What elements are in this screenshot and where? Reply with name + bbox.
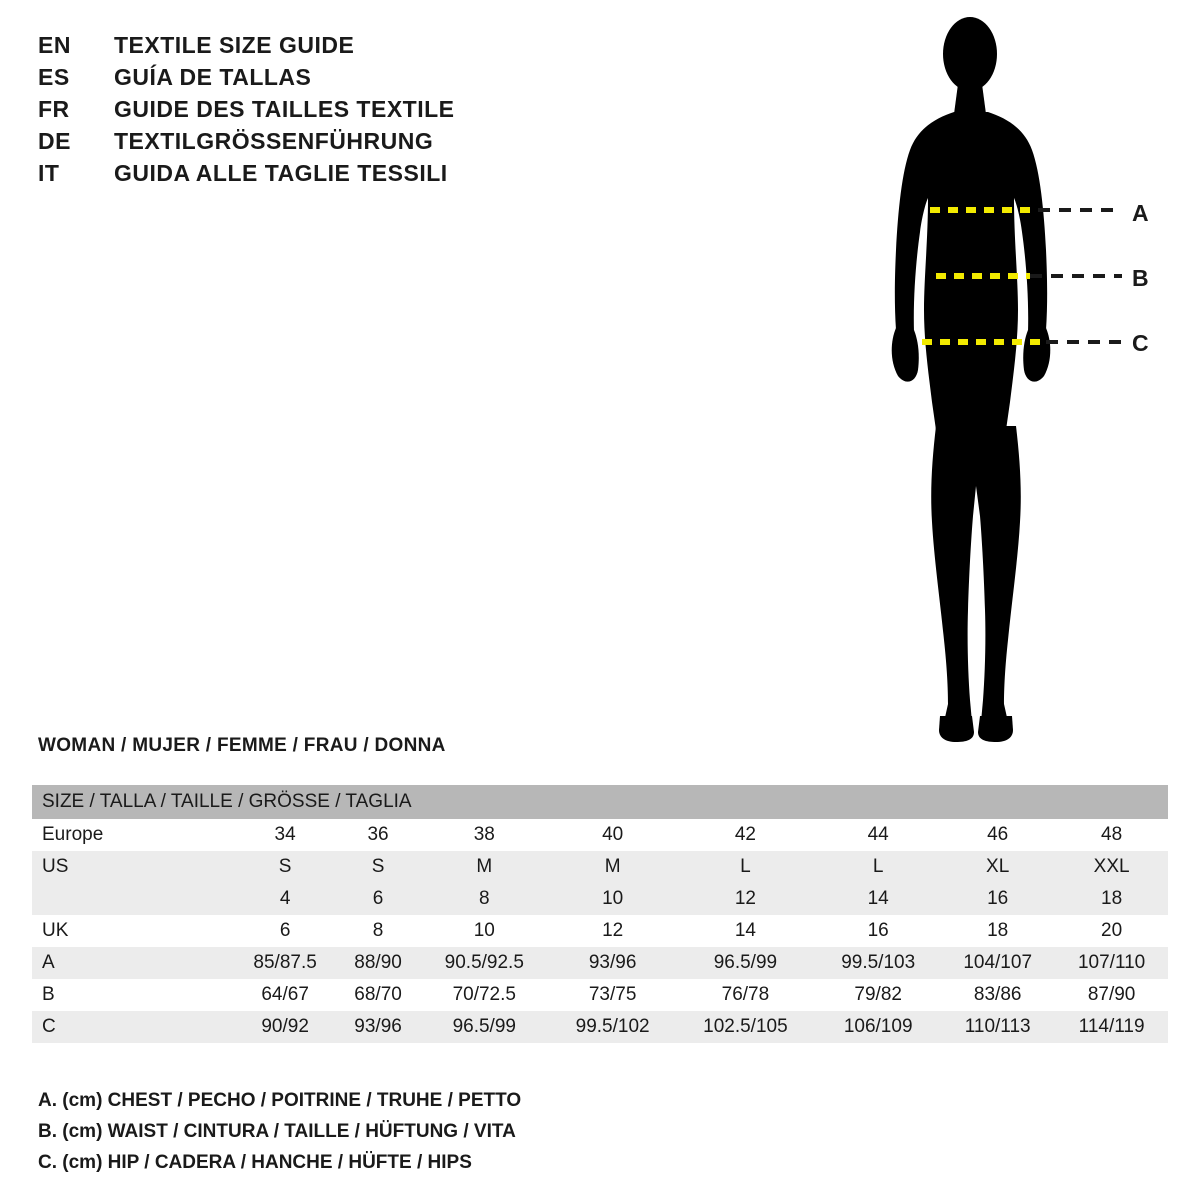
- table-cell: 79/82: [816, 979, 940, 1011]
- table-header-row: [32, 785, 1168, 819]
- table-cell: 44: [816, 819, 940, 851]
- table-cell: 90.5/92.5: [418, 947, 551, 979]
- table-cell: 87/90: [1055, 979, 1168, 1011]
- table-cell: 38: [418, 819, 551, 851]
- table-cell: 114/119: [1055, 1011, 1168, 1043]
- table-cell: 102.5/105: [675, 1011, 817, 1043]
- table-row: [32, 915, 1168, 947]
- female-silhouette-icon: [840, 10, 1190, 750]
- table-cell: 16: [940, 883, 1055, 915]
- table-cell: 12: [551, 915, 675, 947]
- table-cell: 20: [1055, 915, 1168, 947]
- table-row: [32, 979, 1168, 1011]
- legend-item-c: C. (cm) HIP / CADERA / HANCHE / HÜFTE / HIPS: [38, 1152, 472, 1173]
- row-label: B: [32, 979, 232, 1011]
- table-cell: 107/110: [1055, 947, 1168, 979]
- table-cell: 8: [418, 883, 551, 915]
- language-row: [38, 160, 658, 192]
- table-row: [32, 1011, 1168, 1043]
- table-cell: 18: [1055, 883, 1168, 915]
- table-cell: 110/113: [940, 1011, 1055, 1043]
- table-cell: 96.5/99: [675, 947, 817, 979]
- section-title: WOMAN / MUJER / FEMME / FRAU / DONNA: [38, 735, 446, 756]
- row-label: UK: [32, 915, 232, 947]
- language-code: FR: [38, 96, 70, 122]
- body-measurement-figure: [840, 10, 1190, 750]
- table-cell: 83/86: [940, 979, 1055, 1011]
- language-code: EN: [38, 32, 71, 58]
- language-title: GUIDE DES TAILLES TEXTILE: [114, 96, 455, 122]
- table-cell: 99.5/103: [816, 947, 940, 979]
- language-title: TEXTILGRÖSSENFÜHRUNG: [114, 128, 434, 154]
- table-cell: 85/87.5: [232, 947, 338, 979]
- language-row: [38, 128, 658, 160]
- language-row: [38, 64, 658, 96]
- language-title: TEXTILE SIZE GUIDE: [114, 32, 355, 58]
- legend-item-b: B. (cm) WAIST / CINTURA / TAILLE / HÜFTUNG / VITA: [38, 1121, 516, 1142]
- table-cell: 99.5/102: [551, 1011, 675, 1043]
- table-cell: 8: [338, 915, 418, 947]
- table-cell: 70/72.5: [418, 979, 551, 1011]
- table-cell: 104/107: [940, 947, 1055, 979]
- table-cell: 93/96: [338, 1011, 418, 1043]
- table-cell: L: [675, 851, 817, 883]
- table-cell: 6: [232, 915, 338, 947]
- table-cell: 40: [551, 819, 675, 851]
- row-label: C: [32, 1011, 232, 1043]
- table-cell: 10: [551, 883, 675, 915]
- row-label: A: [32, 947, 232, 979]
- table-cell: 88/90: [338, 947, 418, 979]
- table-cell: 90/92: [232, 1011, 338, 1043]
- language-title: GUIDA ALLE TAGLIE TESSILI: [114, 160, 448, 186]
- language-row: [38, 32, 658, 64]
- figure-marker-c: C: [1132, 330, 1149, 356]
- table-cell: 34: [232, 819, 338, 851]
- table-cell: S: [338, 851, 418, 883]
- table-cell: 14: [675, 915, 817, 947]
- table-cell: M: [418, 851, 551, 883]
- table-cell: 96.5/99: [418, 1011, 551, 1043]
- legend-item-a: A. (cm) CHEST / PECHO / POITRINE / TRUHE / PETTO: [38, 1090, 522, 1111]
- language-code: IT: [38, 160, 60, 186]
- table-cell: 12: [675, 883, 817, 915]
- table-cell: 93/96: [551, 947, 675, 979]
- figure-marker-b: B: [1132, 265, 1149, 291]
- table-cell: 64/67: [232, 979, 338, 1011]
- table-cell: XXL: [1055, 851, 1168, 883]
- table-row: [32, 883, 1168, 915]
- table-cell: 73/75: [551, 979, 675, 1011]
- measurement-legend: [38, 1085, 838, 1178]
- table-cell: 10: [418, 915, 551, 947]
- table-row: [32, 851, 1168, 883]
- table-cell: 18: [940, 915, 1055, 947]
- table-cell: 4: [232, 883, 338, 915]
- table-cell: 68/70: [338, 979, 418, 1011]
- table-row: [32, 819, 1168, 851]
- language-title-list: [38, 32, 658, 192]
- table-cell: 14: [816, 883, 940, 915]
- table-cell: M: [551, 851, 675, 883]
- table-cell: 48: [1055, 819, 1168, 851]
- language-row: [38, 96, 658, 128]
- row-label: US: [32, 851, 232, 883]
- language-title: GUÍA DE TALLAS: [114, 64, 312, 90]
- language-code: ES: [38, 64, 70, 90]
- table-cell: S: [232, 851, 338, 883]
- table-cell: 6: [338, 883, 418, 915]
- table-cell: 16: [816, 915, 940, 947]
- table-cell: 76/78: [675, 979, 817, 1011]
- language-code: DE: [38, 128, 71, 154]
- table-cell: L: [816, 851, 940, 883]
- table-cell: 106/109: [816, 1011, 940, 1043]
- table-cell: 36: [338, 819, 418, 851]
- row-label: Europe: [32, 819, 232, 851]
- row-label: [32, 883, 232, 915]
- table-cell: 46: [940, 819, 1055, 851]
- table-row: [32, 947, 1168, 979]
- table-cell: XL: [940, 851, 1055, 883]
- figure-marker-a: A: [1132, 200, 1149, 226]
- size-table: [32, 785, 1168, 1043]
- table-header-label: SIZE / TALLA / TAILLE / GRÖSSE / TAGLIA: [32, 785, 1168, 819]
- table-cell: 42: [675, 819, 817, 851]
